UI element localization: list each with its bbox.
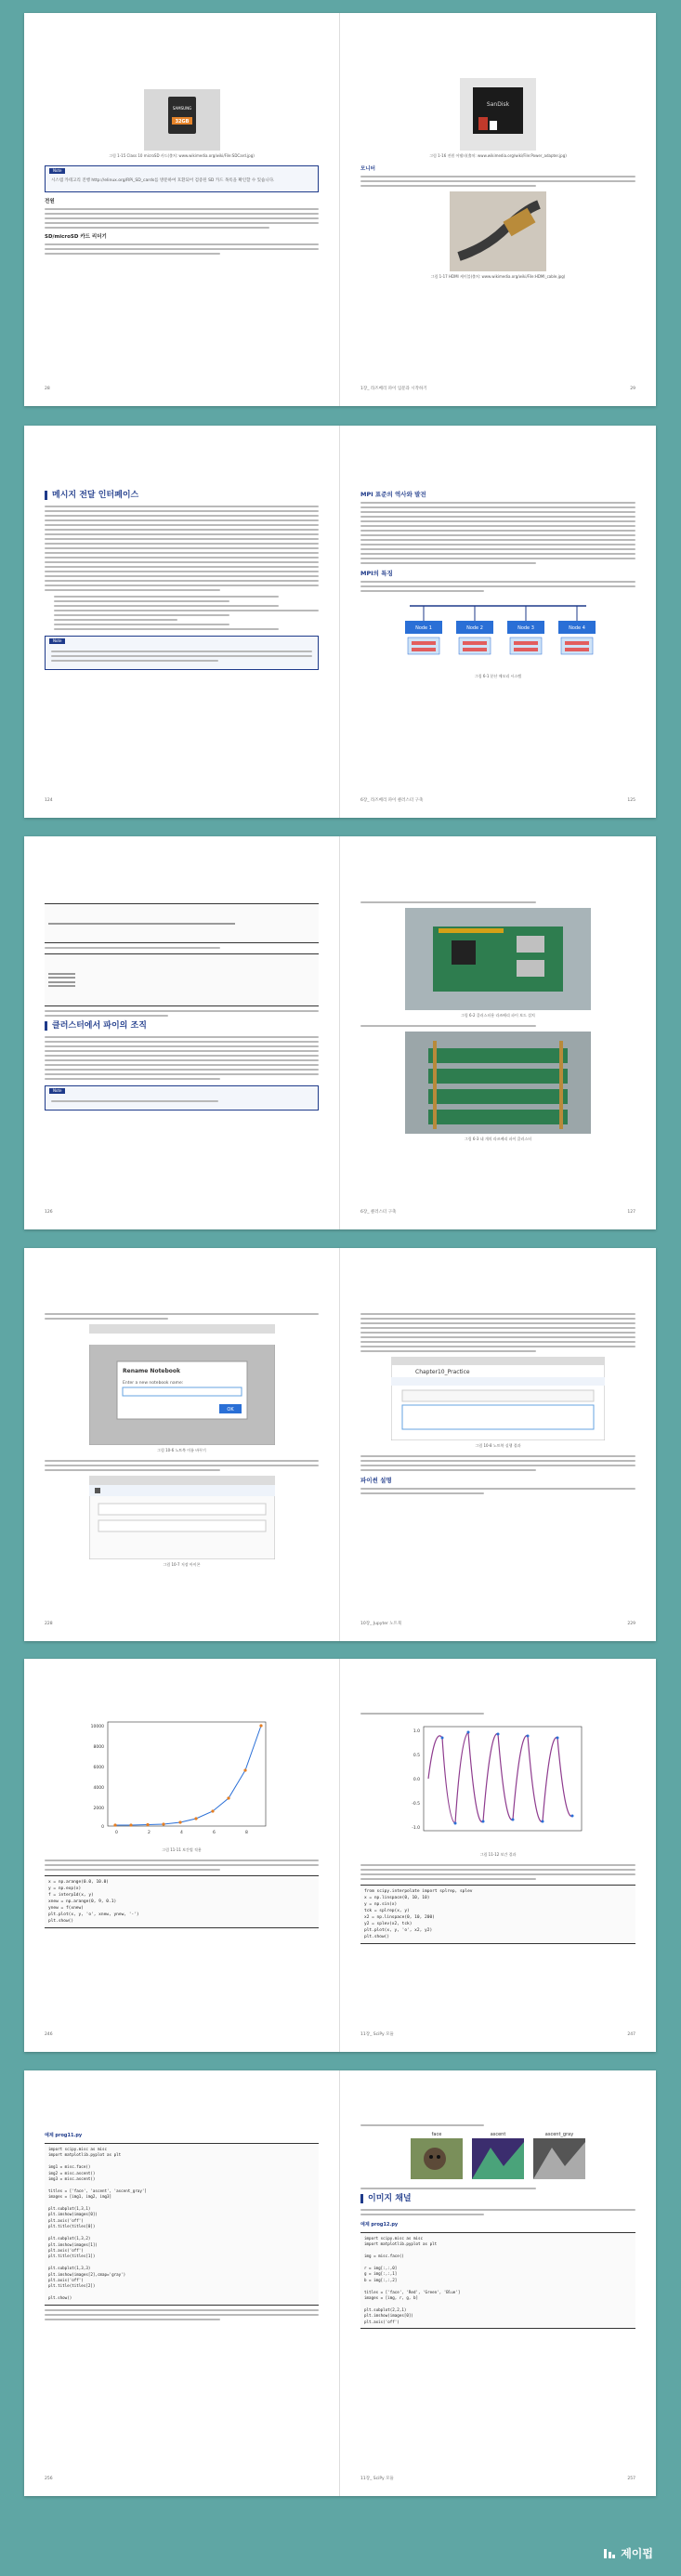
page-number: 28 (45, 387, 50, 391)
section-heading: MPI 표준의 역사와 발전 (360, 491, 426, 498)
body-text (360, 1488, 635, 1494)
body-text (45, 1010, 319, 1017)
spread-2 (24, 426, 656, 818)
page-29 (340, 13, 656, 406)
page-number: 29 (630, 387, 635, 391)
spread-6 (24, 2070, 656, 2496)
svg-text:0.5: 0.5 (413, 1754, 420, 1758)
svg-text:32GB: 32GB (175, 119, 189, 125)
body-text (360, 502, 635, 564)
image-panel (472, 2131, 524, 2182)
page-number: 246 (45, 2032, 53, 2037)
body-text (45, 1313, 319, 1320)
body-text (45, 1460, 319, 1471)
body-text (360, 1313, 635, 1352)
page-124 (24, 426, 340, 818)
page-footer (45, 1209, 319, 1216)
running-header: 1장_ 라즈베리 파이 입문과 시작하기 (360, 387, 427, 391)
page-127 (340, 836, 656, 1229)
section-heading: MPI의 특징 (360, 570, 393, 577)
node-label: Node 1 (415, 625, 432, 631)
note-tag: Note (49, 168, 65, 174)
ascent-gray-image (533, 2138, 585, 2179)
page-number: 229 (627, 1622, 635, 1626)
body-text (360, 1025, 635, 1027)
svg-text:8: 8 (244, 1831, 248, 1835)
figure-caption: 그림 10-7 저장 아이콘 (163, 1562, 201, 1567)
body-text (360, 1713, 635, 1715)
body-text (360, 2209, 635, 2215)
svg-text:SanDisk: SanDisk (486, 101, 510, 108)
svg-text:2: 2 (147, 1831, 151, 1835)
figure-caption: 그림 1-16 전원 어댑터(출처: www.wikimedia.org/wiki/File:Power_adapter.jpg) (429, 153, 567, 158)
body-text (45, 506, 319, 591)
body-text (45, 2309, 319, 2320)
image-title: face (431, 2132, 442, 2137)
page-229 (340, 1248, 656, 1641)
svg-text:4: 4 (179, 1831, 183, 1835)
page-footer (45, 1621, 319, 1628)
page-246 (24, 1659, 340, 2052)
face-image (411, 2138, 463, 2179)
body-text (360, 176, 635, 187)
image-grid (360, 2131, 635, 2182)
page-footer (360, 797, 635, 805)
svg-text:0.0: 0.0 (413, 1778, 420, 1782)
page-number: 124 (45, 798, 53, 803)
page-footer (360, 1621, 635, 1628)
page-footer (360, 386, 635, 393)
page-footer (360, 2476, 635, 2483)
figure-caption: 그림 11-11 보간법 적용 (162, 1847, 202, 1852)
chapter-heading: 메시지 전달 인터페이스 (45, 491, 319, 500)
dialog-title: Rename Notebook (122, 1368, 180, 1374)
sine-interpolation-plot (405, 1719, 591, 1849)
ascent-image (472, 2138, 524, 2179)
section-heading-monitor: 모니터 (360, 166, 375, 172)
svg-text:2000: 2000 (93, 1807, 104, 1811)
page-footer (45, 2476, 319, 2483)
code-block: x = np.arange(0.0, 10.0) y = np.exp(x) f = interp1d(x, y) xnew = np.arange(0, 9, 0.1) ynew = f(xnew) plt.plot(x, y, 'o', xnew, ynew, '-') plt.show() (45, 1875, 319, 1928)
dialog-label: Enter a new notebook name: (122, 1381, 183, 1386)
running-header: 10장_ Jupyter 노트북 (360, 1622, 402, 1626)
svg-text:6000: 6000 (93, 1766, 104, 1770)
body-text (360, 2188, 635, 2189)
code-block: from scipy.interpolate import splrep, splev x = np.linspace(0, 10, 10) y = np.sin(x) tck = splrep(x, y) x2 = np.linspace(0, 10, 200) y2 = splev(x2, tck) plt.plot(x, y, 'o', x2, y2) plt.show() (360, 1885, 635, 1944)
figure-caption: 그림 1-15 Class 10 microSD 카드(출처: www.wikimedia.org/wiki/File:SDCard.jpg) (109, 153, 255, 158)
body-text (360, 1864, 635, 1880)
page-256 (24, 2070, 340, 2496)
image-panel (411, 2131, 463, 2182)
page-228 (24, 1248, 340, 1641)
figure-caption: 그림 10-6 노트북 이름 바꾸기 (157, 1448, 206, 1452)
code-block: import scipy.misc as misc import matplotlib.pyplot as plt img = misc.face() r = img[:,:,0] g = img[:,:,1] b = img[:,:,2] titles = ['face', 'Red', 'Green', 'Blue'] images = [img, r, g, b] plt.subplot(2,2,1) plt.imshow(images[0]) plt.axis('off') (360, 2232, 635, 2329)
bullet-list (45, 596, 319, 630)
sd-card-photo (144, 89, 220, 151)
page-footer (45, 2031, 319, 2039)
publisher-icon (603, 2547, 616, 2560)
spread-1 (24, 13, 656, 406)
page-number: 257 (627, 2477, 635, 2481)
running-header: 11장_ SciPy 모듈 (360, 2032, 394, 2037)
exponential-plot (89, 1715, 275, 1845)
note-tag: Note (49, 638, 65, 644)
page-footer (45, 797, 319, 805)
running-header: 11장_ SciPy 모듈 (360, 2477, 394, 2481)
svg-text:10000: 10000 (90, 1725, 104, 1729)
dialog-ok-button: OK (226, 1407, 234, 1413)
image-title: ascent_gray (544, 2132, 574, 2137)
body-text (45, 947, 319, 949)
chapter-heading: 이미지 채널 (360, 2194, 635, 2203)
body-text (360, 2124, 635, 2126)
spread-5 (24, 1659, 656, 2052)
body-text (45, 208, 319, 229)
figure-caption: 그림 6-2 클러스터용 라즈베리 파이 보드 설치 (461, 1013, 535, 1018)
note-box (45, 1085, 319, 1111)
figure-caption: 그림 6-1 분산 메모리 시스템 (474, 674, 522, 678)
svg-text:0: 0 (100, 1825, 104, 1830)
sd-card-reader-photo (460, 78, 536, 151)
figure-caption: 그림 10-8 노트북 실행 결과 (475, 1443, 521, 1448)
publisher-logo (603, 2545, 653, 2561)
body-text (360, 581, 635, 592)
page-footer (360, 1209, 635, 1216)
svg-text:0: 0 (114, 1831, 118, 1835)
section-heading-power: 전원 (45, 199, 55, 204)
page-126 (24, 836, 340, 1229)
svg-text:1.0: 1.0 (413, 1729, 420, 1734)
svg-text:-1.0: -1.0 (412, 1826, 420, 1831)
svg-text:-0.5: -0.5 (412, 1802, 420, 1807)
page-number: 256 (45, 2477, 53, 2481)
page-footer (360, 2031, 635, 2039)
node-label: Node 4 (569, 625, 585, 631)
code-block (45, 903, 319, 943)
code-heading: 예제 prog11.py (45, 2133, 83, 2138)
note-tag: Note (49, 1088, 65, 1094)
svg-text:8000: 8000 (93, 1745, 104, 1750)
chapter-heading: 클러스터에서 파이의 조직 (45, 1021, 319, 1031)
page-number: 126 (45, 1210, 53, 1215)
save-icon-screenshot (89, 1476, 275, 1559)
rename-dialog-screenshot (89, 1324, 275, 1445)
section-heading: 파이썬 설명 (360, 1477, 392, 1484)
notebook-screenshot (391, 1357, 605, 1440)
code-block: import scipy.misc as misc import matplotlib.pyplot as plt img1 = misc.face() img2 = misc.ascent() img3 = misc.ascent() titles = ['face', 'ascent', 'ascent_gray'] images = [img1, img2, img3] plt.subplot(1,3,1) plt.imshow(images[0]) plt.axis('off') plt.title(titles[0]) plt.subplot(1,3,2) plt.imshow(images[1]) plt.axis('off') plt.title(titles[1]) plt.subplot(1,3,3) plt.imshow(images[2],cmap='gray') plt.axis('off') plt.title(titles[2]) plt.show() (45, 2143, 319, 2306)
body-text (360, 901, 635, 903)
page-125 (340, 426, 656, 818)
svg-text:6: 6 (212, 1831, 216, 1835)
publisher-name: 제이펍 (621, 2547, 653, 2560)
body-text (45, 1036, 319, 1080)
note-box (45, 165, 319, 192)
running-header: 6장_ 라즈베리 파이 클러스터 구축 (360, 798, 424, 803)
distributed-memory-diagram (391, 597, 605, 671)
running-header: 6장_ 클러스터 구축 (360, 1210, 397, 1215)
image-title: ascent (490, 2132, 506, 2137)
raspberry-pi-board-photo (405, 908, 591, 1010)
body-text (45, 1860, 319, 1871)
body-text (360, 1455, 635, 1471)
pi-cluster-photo (405, 1032, 591, 1134)
figure-caption: 그림 1-17 HDMI 케이블(출처: www.wikimedia.org/wiki/File:HDMI_cable.jpg) (430, 274, 566, 279)
figure-caption: 그림 6-3 네 개의 라즈베리 파이 클러스터 (464, 1137, 532, 1141)
page-257 (340, 2070, 656, 2496)
hdmi-cable-photo (450, 191, 546, 271)
page-number: 125 (627, 798, 635, 803)
code-heading: 예제 prog12.py (360, 2222, 399, 2228)
section-heading-sd-reader: SD/microSD 카드 리더기 (45, 234, 107, 240)
page-number: 247 (627, 2032, 635, 2037)
figure-caption: 그림 11-12 보간 결과 (479, 1852, 517, 1857)
image-panel (533, 2131, 585, 2182)
output-block (45, 953, 319, 1006)
page-number: 127 (627, 1210, 635, 1215)
body-text (45, 243, 319, 255)
svg-text:4000: 4000 (93, 1786, 104, 1791)
note-text: 시스템 카테고리 진행 http://elinux.org/RPi_SD_cards를 방문하여 호환되어 검증된 SD 카드 목록을 확인할 수 있습니다. (51, 178, 275, 183)
page-247 (340, 1659, 656, 2052)
page-28 (24, 13, 340, 406)
spread-3 (24, 836, 656, 1229)
notebook-title: Chapter10_Practice (415, 1369, 470, 1375)
page-number: 228 (45, 1622, 53, 1626)
svg-text:SAMSUNG: SAMSUNG (172, 106, 191, 111)
page-footer (45, 386, 319, 393)
node-label: Node 3 (517, 625, 534, 631)
note-box (45, 636, 319, 670)
spread-4 (24, 1248, 656, 1641)
node-label: Node 2 (466, 625, 483, 631)
